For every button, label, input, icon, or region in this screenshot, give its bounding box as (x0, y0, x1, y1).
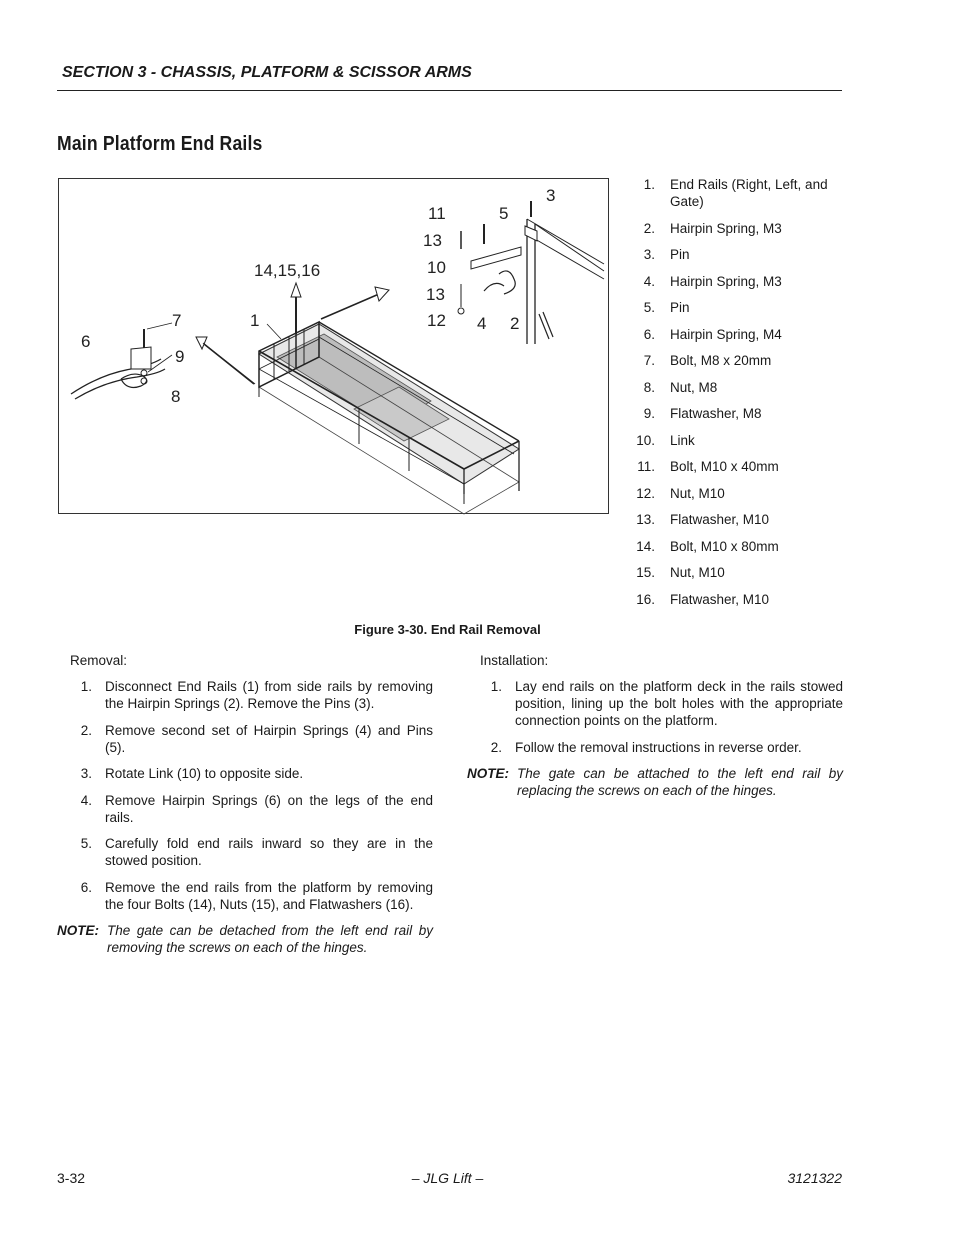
callout-11: 11 (428, 204, 446, 223)
legend-item: 12. Nut, M10 (636, 485, 725, 501)
callout-8: 8 (171, 387, 181, 406)
callout-5: 5 (499, 204, 509, 223)
installation-heading: Installation: (480, 653, 549, 668)
end-rail-illustration (59, 179, 610, 515)
footer-brand: – JLG Lift – (411, 1170, 484, 1186)
legend-item: 11. Bolt, M10 x 40mm (637, 459, 779, 474)
installation-note (467, 765, 843, 799)
callout-9: 9 (175, 347, 185, 366)
list-item: 4. Remove Hairpin Springs (6) on the legs of the end rails. (80, 792, 433, 825)
callout-13-upper: 13 (423, 231, 442, 250)
legend-item: 1. End Rails (Right, Left, and Gate) (643, 177, 828, 209)
note-text: The gate can be attached to the left end rail by replacing the screws on each of the hinges. (517, 766, 843, 798)
installation-section (467, 652, 843, 799)
list-item: 1. Disconnect End Rails (1) from side rails by removing the Hairpin Springs (2). Remove the Pins (3). (80, 679, 433, 711)
list-item: 5. Carefully fold end rails inward so they are in the stowed position. (80, 836, 433, 868)
list-item: 1. Lay end rails on the platform deck in the rails stowed position, lining up the bolt holes with the appropriate connection points on the platform. (490, 679, 843, 728)
callout-7: 7 (172, 311, 182, 330)
parts-legend (633, 176, 848, 617)
header-rule (57, 90, 842, 91)
legend-item: 13. Flatwasher, M10 (636, 512, 770, 527)
note-text: The gate can be detached from the left end rail by removing the screws on each of the hinges. (107, 923, 433, 955)
removal-note (57, 922, 433, 956)
legend-item: 8. Nut, M8 (643, 379, 718, 395)
list-item: 2. Follow the removal instructions in reverse order. (490, 739, 802, 755)
legend-item: 7. Bolt, M8 x 20mm (643, 353, 772, 368)
installation-steps (467, 678, 843, 756)
removal-heading: Removal: (70, 653, 128, 668)
end-rail-removal-figure (58, 178, 609, 514)
list-item: 2. Remove second set of Hairpin Springs (4) and Pins (5). (80, 722, 433, 755)
list-item: 6. Remove the end rails from the platform by removing the four Bolts (14), Nuts (15), and Flatwashers (16). (80, 879, 433, 912)
figure-caption: Figure 3-30. End Rail Removal (354, 622, 541, 637)
legend-item: 2. Hairpin Spring, M3 (643, 220, 782, 236)
note-label: NOTE: (467, 766, 509, 781)
section-header: SECTION 3 - CHASSIS, PLATFORM & SCISSOR ARMS (62, 64, 472, 81)
callout-3: 3 (546, 186, 556, 205)
list-item: 3. Rotate Link (10) to opposite side. (80, 766, 304, 781)
callout-12: 12 (427, 311, 446, 330)
legend-item: 14. Bolt, M10 x 80mm (636, 538, 779, 554)
note-label: NOTE: (57, 923, 99, 938)
legend-item: 5. Pin (643, 300, 690, 315)
removal-section (57, 652, 433, 956)
legend-item: 10. Link (636, 432, 695, 448)
callout-6: 6 (81, 332, 91, 351)
legend-item: 9. Flatwasher, M8 (643, 406, 762, 421)
legend-item: 6. Hairpin Spring, M4 (643, 326, 782, 342)
legend-item: 3. Pin (643, 247, 690, 262)
callout-14-15-16: 14,15,16 (254, 261, 321, 280)
removal-steps (57, 678, 433, 913)
page-number: 3-32 (57, 1170, 86, 1186)
callout-13-lower: 13 (426, 285, 445, 304)
page-title: Main Platform End Rails (57, 133, 263, 155)
legend-item: 15. Nut, M10 (636, 565, 725, 580)
document-number: 3121322 (787, 1170, 842, 1186)
callout-4: 4 (477, 314, 487, 333)
legend-item: 16. Flatwasher, M10 (636, 591, 770, 607)
callout-10: 10 (427, 258, 446, 277)
callout-1: 1 (250, 311, 260, 330)
callout-2: 2 (510, 314, 520, 333)
legend-item: 4. Hairpin Spring, M3 (643, 273, 782, 289)
